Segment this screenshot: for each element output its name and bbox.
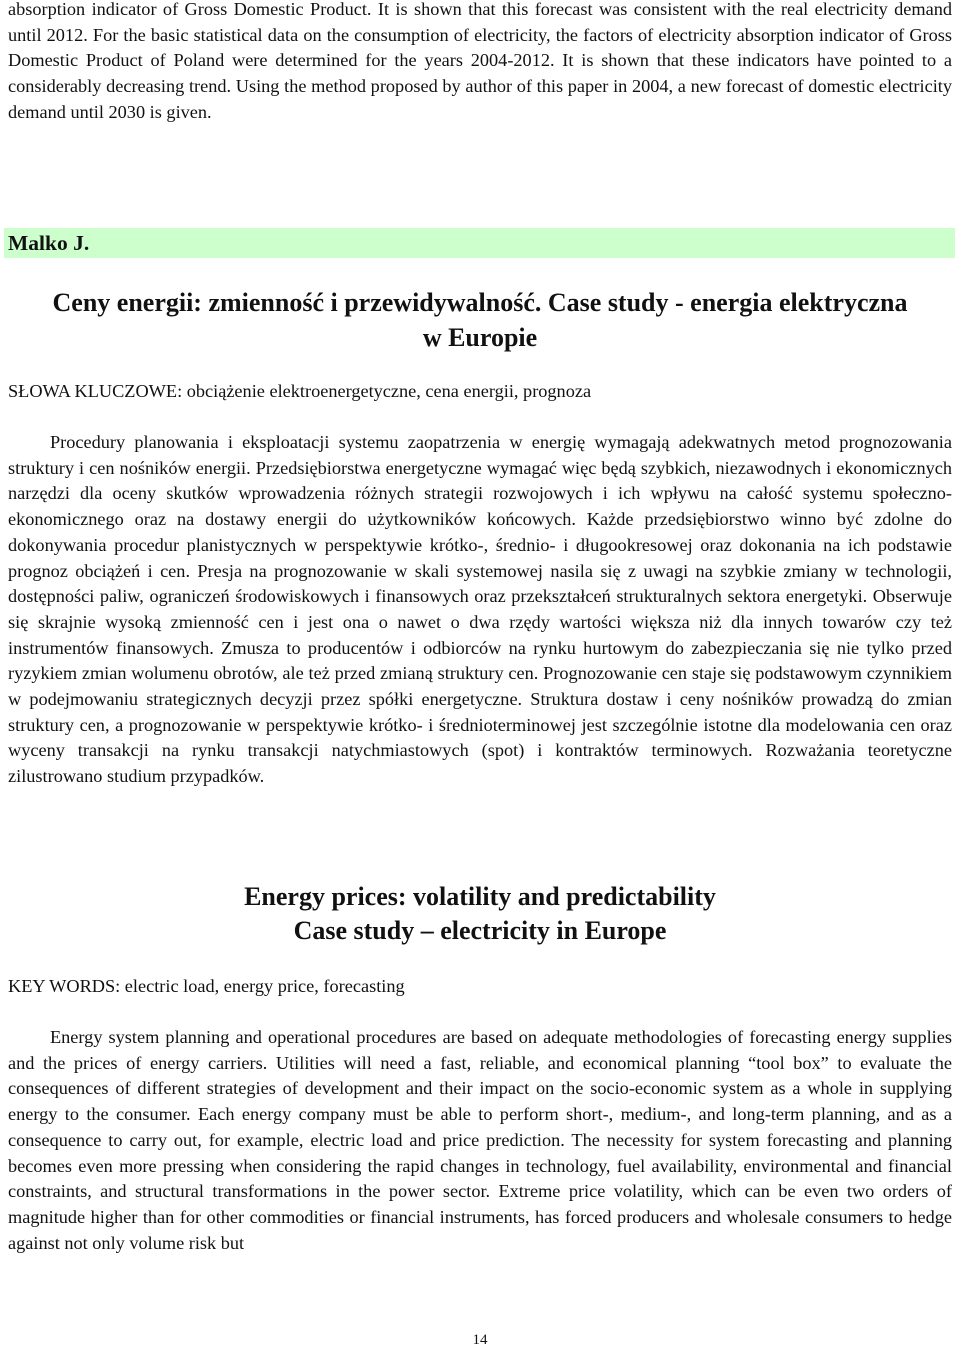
- english-title-line-2: Case study – electricity in Europe: [293, 916, 667, 945]
- english-keywords: KEY WORDS: electric load, energy price, forecasting: [8, 976, 405, 996]
- english-abstract: Energy system planning and operational procedures are based on adequate methodologies of forecasting energy supplies and the prices of energy carriers. Utilities will need a fast, reliable, and economical planning “tool box” to evaluate the consequences of different strategies of development and their impact on the socio-economic system as a whole in supplying energy to the consumer. Each energy company must be able to perform short-, medium-, and long-term planning, and as a consequence to carry out, for example, electric load and price prediction. The necessity for system forecasting and planning becomes even more pressing when considering the rapid changes in technology, fuel availability, environmental and financial constraints, and structural transformations in the power sector. Extreme price volatility, which can be even two orders of magnitude higher than for other commodities or financial instruments, has forced producers and wholesale consumers to hedge against not only volume risk but: [8, 1027, 952, 1253]
- english-title-line-1: Energy prices: volatility and predictability: [244, 882, 716, 911]
- polish-keywords: SŁOWA KLUCZOWE: obciążenie elektroenergetyczne, cena energii, prognoza: [8, 381, 592, 401]
- polish-title-line-2: w Europie: [422, 323, 538, 352]
- polish-title-line-1: Ceny energii: zmienność i przewidywalność. Case study - energia elektryczna: [52, 288, 908, 317]
- author-name: Malko J.: [8, 231, 90, 255]
- english-title: [8, 880, 952, 948]
- polish-title: [8, 285, 952, 355]
- previous-abstract-continuation: absorption indicator of Gross Domestic Product. It is shown that this forecast was consistent with the real electricity demand until 2012. For the basic statistical data on the consumption of electricity, the factors of electricity absorption indicator of Gross Domestic Product of Poland were determined for the years 2004-2012. It is shown that these indicators have pointed to a considerably decreasing trend. Using the method proposed by author of this paper in 2004, a new forecast of domestic electricity demand until 2030 is given.: [8, 0, 952, 122]
- polish-abstract: Procedury planowania i eksploatacji systemu zaopatrzenia w energię wymagają adekwatnych metod prognozowania struktury i cen nośników energii. Przedsiębiorstwa energetyczne wymagać więc będą szybkich, niezawodnych i ekonomicznych narzędzi dla oceny skutków wprowadzenia różnych strategii rozwojowych i ich wpływu na całość systemu społeczno-ekonomicznego oraz na dostawy energii do użytkowników końcowych. Każde przedsiębiorstwo winno być zdolne do dokonywania procedur planistycznych w perspektywie krótko-, średnio- i długookresowej oraz dokonania na ich podstawie prognoz obciążeń i cen. Presja na prognozowanie w skali systemowej nasila się z uwagi na szybkie zmiany w technologii, dostępności paliw, ograniczeń środowiskowych i finansowych oraz przekształceń strukturalnych sektora energetyki. Obserwuje się skrajnie wysoką zmienność cen i jest ona o nawet o dwa rzędy wartości większa niż dla innych towarów czy też instrumentów finansowych. Zmusza to producentów i odbiorców na rynku hurtowym do zabezpieczania się nie tylko przed ryzykiem zmian wolumenu obrotów, ale też przed zmianą struktury cen. Prognozowanie cen staje się podstawowym czynnikiem w podejmowaniu strategicznych decyzji przez spółki energetyczne. Struktura dostaw i ceny nośników prowadzą do zmian struktury cen, a prognozowanie w perspektywie krótko- i średnioterminowej jest szczególnie istotne dla modelowania cen oraz wyceny transakcji na rynku transakcji natychmiastowych (spot) i kontraktów terminowych. Rozważania teoretyczne zilustrowano studium przypadków.: [8, 432, 952, 787]
- author-highlight-bar: [4, 228, 955, 258]
- page-number: 14: [472, 1332, 488, 1348]
